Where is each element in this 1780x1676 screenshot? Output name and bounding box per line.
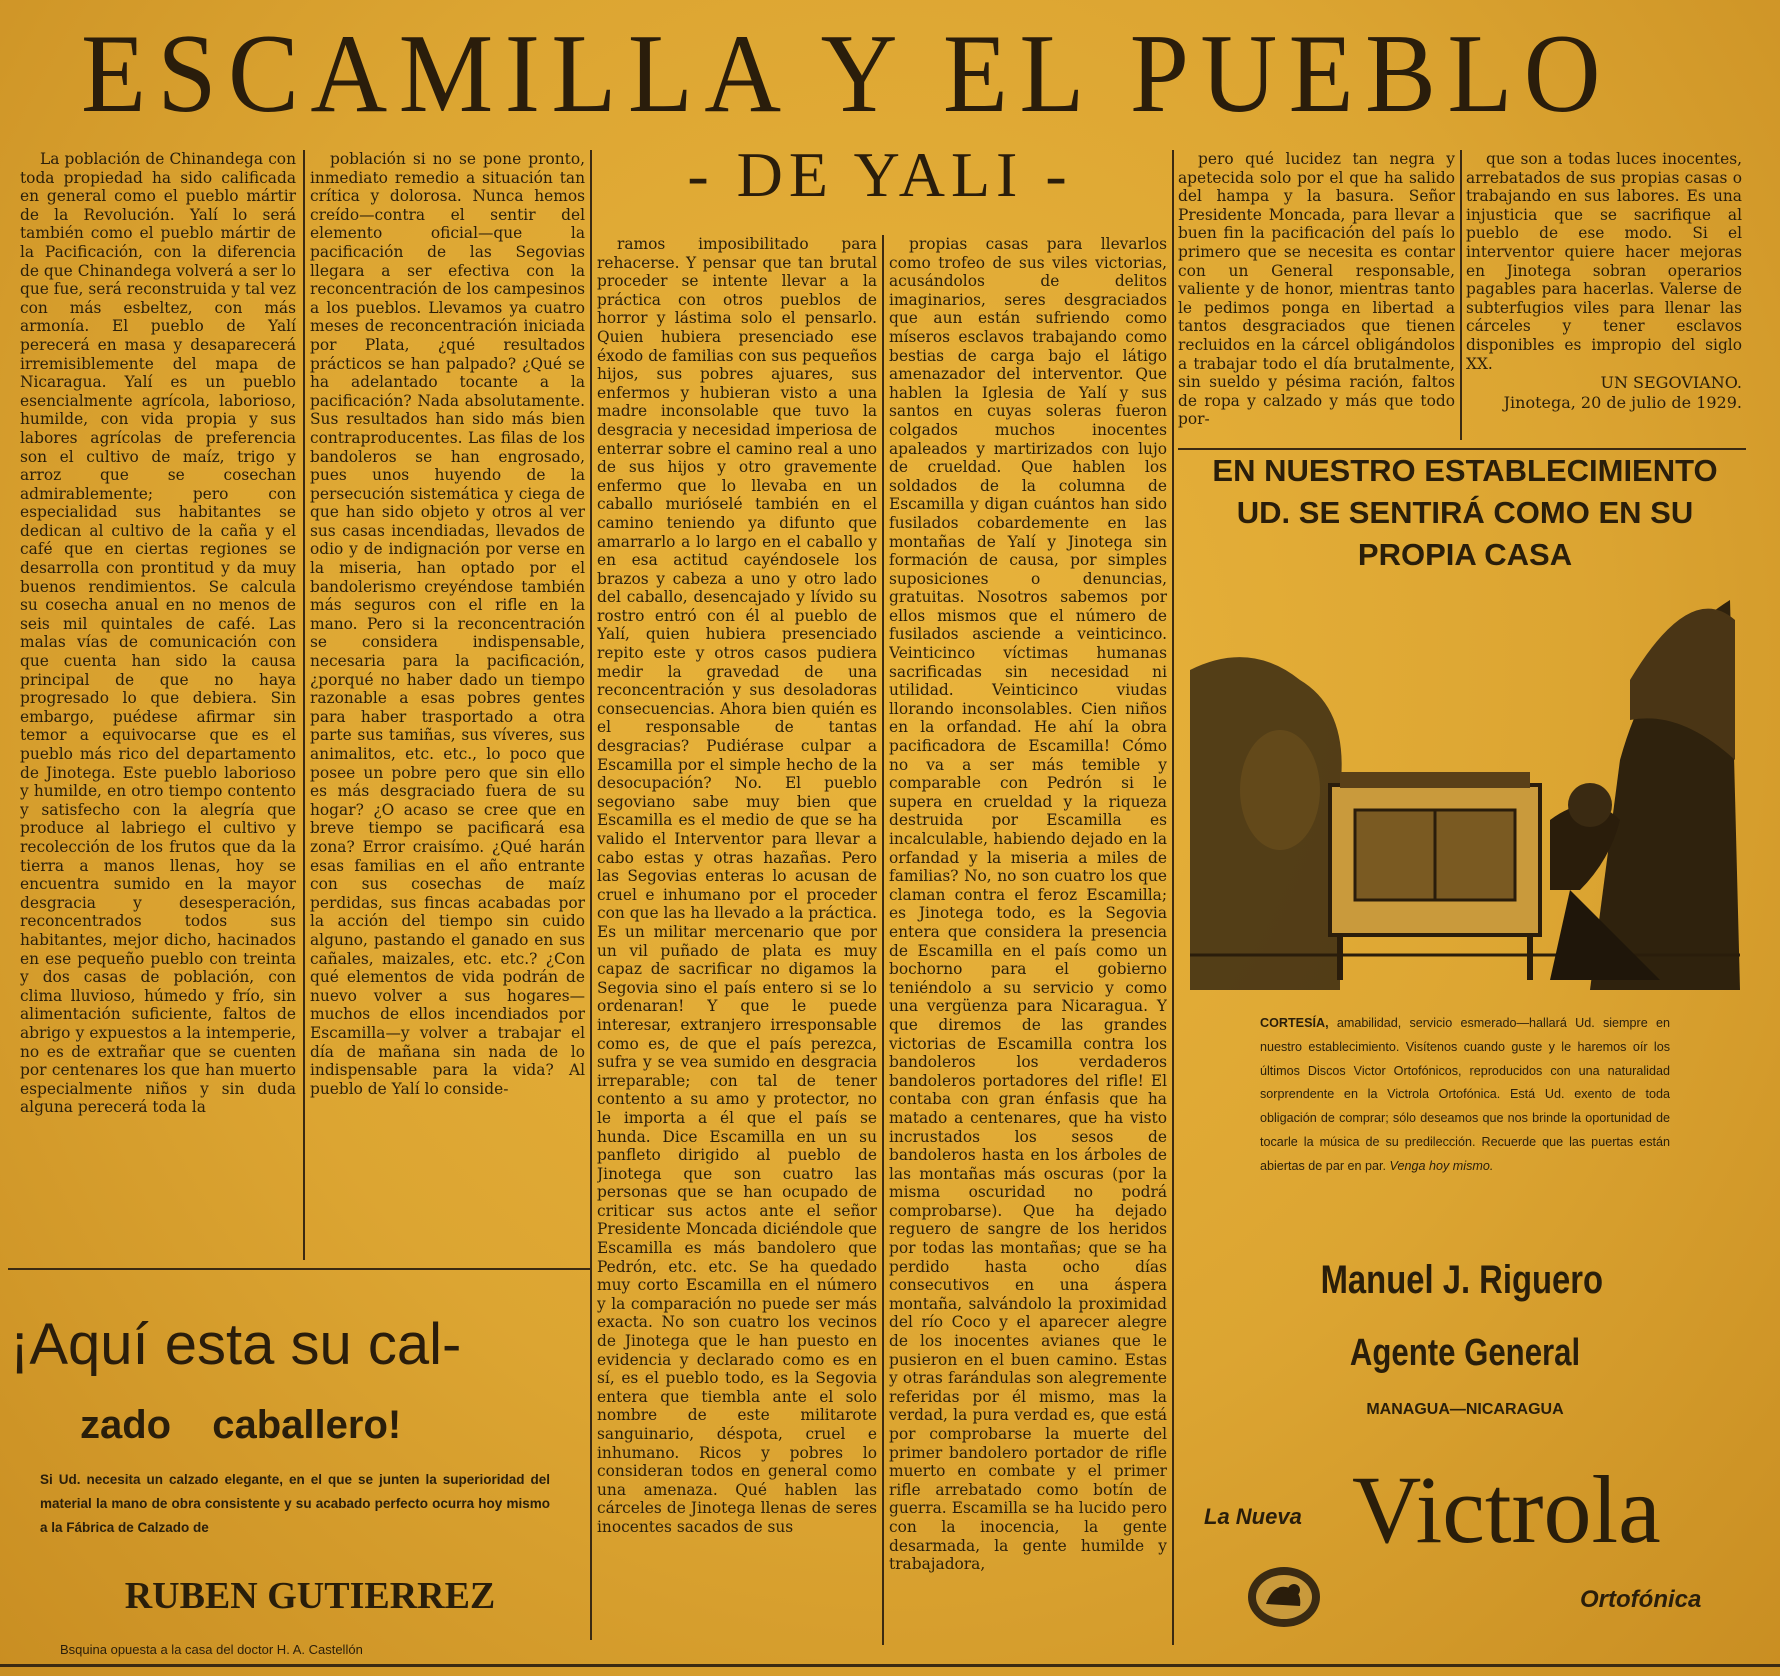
column-rule (1172, 150, 1174, 1645)
article-column-2 (310, 150, 585, 1250)
victrola-parlor-illustration (1190, 560, 1740, 990)
victrola-ad-agent-title: Agente General (1349, 1332, 1581, 1374)
victrola-ad-city: MANAGUA—NICARAGUA (1366, 1401, 1564, 1418)
article-column-3 (597, 235, 877, 1655)
article-column-5 (1178, 150, 1455, 442)
article-text: ramos imposibilitado para rehacerse. Y pensar que tan brutal proceder se intente llevar a la práctica con otros pueblos de horror y lástima solo el pensarlo. Quien hubiera presenciado ese éxodo de familias con sus pequeños hijos, sus pobres ajuares, sus enfermos y hubieran visto a una madre inconsolable que tuvo la desgracia y necesidad imperiosa de enterrar sobre el camino real a uno de sus hijos y otro gravemente enfermo que lo llevaba en un caballo murióselé también en el camino teniendo ya difunto que amarrarlo a lo largo en el caballo y en esa actitud cayéndosele los brazos y cabeza a uno y otro lado del caballo, desencajado y lívido su rostro entró con él al pueblo de Yalí, quien hubiera presenciado repito este y otros casos pudiera medir la gravedad de una reconcentración y sus desoladoras consecuencias. Ahora bien quién es el responsable de tantas desgracias? Pudiérase culpar a Escamilla por el simple hecho de la desocupación? No. El pueblo segoviano sabe muy bien que Escamilla es el medio de que se ha valido el Interventor para llevar a cabo estas y otras hazañas. Pero las Segovias enteras lo acusan de cruel e inhumano por el proceder con que las ha llevado a la práctica. Es un militar mercenario que por un vil puñado de plata es muy capaz de sacrificar no digamos la Segovia sino el país entero si se lo ordenaran! Y que le puede interesar, extranjero irresponsable como es, de que el país perezca, sufra y se vea sumido en desgracia irreparable; con tal de tener contento a su amo y protector, no le importa a él que el país se hunda. Dice Escamilla en un su panfleto dirigido al pueblo de Jinotega que son cuatro las personas que se han ocupado de criticar sus actos ante el señor Presidente Moncada diciéndole que Escamilla es más bandolero que Pedrón, etc. etc. Se ha quedado muy corto Escamilla en el número y la comparación no puede ser más exacta. No son cuatro los vecinos de Jinotega que le han puesto en evidencia y declarado como es en sí, es el pueblo todo, es la Segovia entera que tiembla ante el solo nombre de este militarote sanguinario, déspota, cruel e inhumano. Ricos y pobres lo consideran todos en general como una amenaza. Qué hablen las cárceles de Jinotega llenas de seres inocentes sacados de sus (597, 235, 877, 1536)
article-text: que son a todas luces inocentes, arrebatados de sus propias casas o trabajando en sus labores. Es una injusticia que se sacrifique al pueblo de ese modo. Si el interventor quiere hacer mejoras en Jinotega sobran operarios pagables para hacerlas. Valerse de subterfugios viles para llenar las cárceles y tener esclavos disponibles es impropio del siglo XX. (1466, 150, 1742, 373)
victrola-ad-body-text: amabilidad, servicio esmerado—hallará Ud. siempre en nuestro establecimiento. Visítenos cuando guste y le haremos oír los últimos Discos Victor Ortofónicos, reproducidos con una naturalidad sorprendente en la Victrola Ortofónica. Está Ud. exento de toda obligación de comprar; sólo deseamos que nos brinde la oportunidad de tocarle la música de su predilección. Recuerde que las puertas están abiertas de par en par. (1260, 1016, 1671, 1173)
article-text: La población de Chinandega con toda propiedad ha sido calificada en general como el pueblo mártir de la Revolución. Yalí lo será también como el pueblo mártir de la Pacificación, con la diferencia de que Chinandega volverá a ser lo que fue, será reconstruida y tal vez con más esbeltez, con más armonía. El pueblo de Yalí perecerá en masa y desaparecerá irremisiblemente del mapa de Nicaragua. Yalí es un pueblo esencialmente agrícola, laborioso, humilde, con vida propia y sus labores agrícolas de preferencia son el cultivo de maíz, trigo y arroz que se cosechan admirablemente; pero con especialidad sus habitantes se dedican al cultivo de la caña y el café que en ciertas regiones se desarrolla con prontitud y da muy buenos rendimientos. Se calcula su cosecha anual en no menos de seis mil quintales de café. Las malas vías de comunicación con que cuenta han sido la causa principal de que no haya progresado lo que debiera. Sin embargo, puédese afirmar sin temor a equivocarse que es el pueblo más rico del departamento de Jinotega. Este pueblo laborioso y humilde, en otro tiempo contento y satisfecho con la alegría que produce al labriego el cultivo y recolección de los frutos que da la tierra a manos llenas, hoy se encuentra sumido en la mayor desgracia y desesperación, reconcentrados todos sus habitantes, mejor dicho, hacinados en ese pequeño pueblo con treinta y dos casas de población, con clima lluvioso, húmedo y frío, sin alimentación suficiente, faltos de abrigo y expuestos a la intemperie, no es de extrañar que se cuenten por centenares los que han muerto especialmente niños y sin duda alguna perecerá toda la (20, 150, 296, 1117)
article-headline: ESCAMILLA Y EL PUEBLO (81, 12, 1612, 136)
article-signature: UN SEGOVIANO. (1600, 373, 1742, 393)
shoe-ad-headline: ¡Aquí esta su cal- (10, 1312, 462, 1377)
article-text: población si no se pone pronto, inmediato remedio a situación tan crítica y dolorosa. Nunca hemos creído—contra el sentir del elemento oficial—que la pacificación de las Segovias llegara a ser efectiva con la reconcentración de los campesinos a los pueblos. Llevamos ya cuatro meses de reconcentración iniciada por Plata, ¿qué resultados prácticos se han palpado? ¿Qué se ha adelantado tocante a la pacificación? Nada absolutamente. Sus resultados han sido más bien contraproducentes. Las filas de los bandoleros se han engrosado, pues unos huyendo de la persecución sistemática y ciega de que han sido objeto y otros al ver sus casas incendiadas, llevados de odio y de indignación por verse en la miseria, han optado por el bandolerismo creyéndose también más seguros con el rifle en la mano. Pero si la reconcentración se considera indispensable, necesaria para la pacificación, ¿porqué no haber dado un tiempo razonable a esas pobres gentes para haber trasportado a otra parte sus tamiñas, sus víveres, sus animalitos, etc. etc., lo poco que posee un pobre pero que sin ello es más desgraciado fuera de su hogar? ¿O acaso se cree que en breve tiempo se pacificará esa zona? Error craisímo. ¿Qué harán esas familias en el año entrante con sus cosechas de maíz perdidas, sus fincas acabadas por la acción del tiempo sin cuido alguno, pastando el ganado en sus cañales, maizales, etc. etc.? ¿Con qué elementos de vida podrán de nuevo volver a sus hogares—muchos de ellos incendiados por Escamilla—y volver a trabajar el día de mañana sin nada de lo indispensable para la vida? Al pueblo de Yalí lo conside- (310, 150, 585, 1098)
page-bottom-rule (0, 1664, 1780, 1667)
column-rule (1460, 150, 1462, 440)
article-column-1 (20, 150, 296, 1250)
article-text: propias casas para llevarlos como trofeo de sus viles victorias, acusándolos de delitos imaginarios, seres desgraciados que aun están sufriendo como míseros esclavos trabajando como bestias de carga bajo el látigo amenazador del interventor. Que hablen la Iglesia de Yalí y sus santos en cuyas soleras fueron colgados muchos inocentes apaleados y martirizados con lujo de crueldad. Que hablen los soldados de la columna de Escamilla y digan cuántos han sido fusilados cobardemente en las montañas de Yalí y Jinotega sin formación de causa, por simples suposiciones o denuncias, gratuitas. Nosotros sabemos por ellos mismos que el número de fusilados asciende a veinticinco. Veinticinco víctimas humanas sacrificadas sin necesidad ni utilidad. Veinticinco viudas llorando inconsolables. Cien niños en la orfandad. He ahí la obra pacificadora de Escamilla! Cómo no va a ser más temible y comparable con Pedrón si le supera en crueldad y la riqueza destruida por Escamilla es incalculable, habiendo dejado en la orfandad y la miseria a miles de familias? No, no son cuatro los que claman contra el feroz Escamilla; es Jinotega todo, es la Segovia entera que considera la presencia de Escamilla en el país como un bochorno para el gobierno teniéndolo a su servicio y como una vergüenza para Nicaragua. Y que diremos de las grandes victorias de Escamilla contra los bandoleros los verdaderos bandoleros portadores del rifle! El contaba con gran énfasis que ha matado a centenares, que ha visto incrustados los sesos de bandoleros hasta en los árboles de las montañas más oscuras (por la misma oscuridad no podrá comprobarse). Que ha dejado reguero de sangre de los heridos por todas las montañas; que se ha perdido hasta ocho días consecutivos en una áspera montaña, salvándolo la proximidad del río Coco y el aparecer alegre de los inocentes avianes que le pusieron en el buen camino. Estas y otras farándulas son alegremente referidas por él mismo, mas la verdad, la pura verdad es, que está por comprobarse la muerte del primer bandolero portador de rifle muerto en combate y el primer rifle arrebatado como botín de guerra. Escamilla se ha lucido pero con la inocencia, la gente desarmada, la gente humilde y trabajadora, (889, 235, 1167, 1574)
victrola-ad-body-lead: CORTESÍA, (1260, 1016, 1329, 1030)
section-rule (8, 1268, 590, 1270)
article-subheadline: - DE YALI - (687, 139, 1073, 210)
column-rule (303, 150, 305, 1260)
article-text: pero qué lucidez tan negra y apetecida solo por el que ha salido del hampa y la basura. Señor Presidente Moncada, para llevar a buen fin la pacificación del país lo primero que se necesita es contar con un General responsable, valiente y de honor, mientras tanto le pedimos ponga en libertad a tantos desgraciados que tienen recluidos en la cárcel obligándolos a trabajar todo el día brutalmente, sin sueldo y pésima ración, faltos de ropa y calzado y más que todo por- (1178, 150, 1455, 429)
victrola-ad-agent-name: Manuel J. Riguero (1320, 1258, 1604, 1302)
victrola-ad-body-tail: Venga hoy mismo. (1389, 1158, 1494, 1173)
shoe-ad-headline-continued: zado caballero! (80, 1403, 402, 1447)
shoe-ad-address: Bsquina opuesta a la casa del doctor H. A. Castellón (60, 1642, 363, 1657)
victrola-ad-ortofonica: Ortofónica (1580, 1586, 1702, 1613)
column-rule (590, 150, 592, 1640)
article-column-4 (889, 235, 1167, 1655)
victrola-ad-la-nueva: La Nueva (1204, 1504, 1302, 1529)
victrola-ad-brand: Victrola (1352, 1456, 1661, 1563)
shoe-ad-maker-name: RUBEN GUTIERREZ (124, 1575, 496, 1617)
victrola-ad-headline: EN NUESTRO ESTABLECIMIENTO UD. SE SENTIRÁ COMO EN SU PROPIA CASA (1212, 453, 1718, 572)
article-dateline: Jinotega, 20 de julio de 1929. (1503, 393, 1742, 413)
victor-logo-icon (1244, 1562, 1324, 1632)
column-rule (882, 235, 884, 1645)
shoe-ad-body: Si Ud. necesita un calzado elegante, en el que se junten la superioridad del material la mano de obra consistente y su acabado perfecto ocurra hoy mismo a la Fábrica de Calzado de (40, 1472, 550, 1535)
victrola-ad-body (1260, 1012, 1670, 1232)
article-column-6 (1466, 150, 1742, 442)
